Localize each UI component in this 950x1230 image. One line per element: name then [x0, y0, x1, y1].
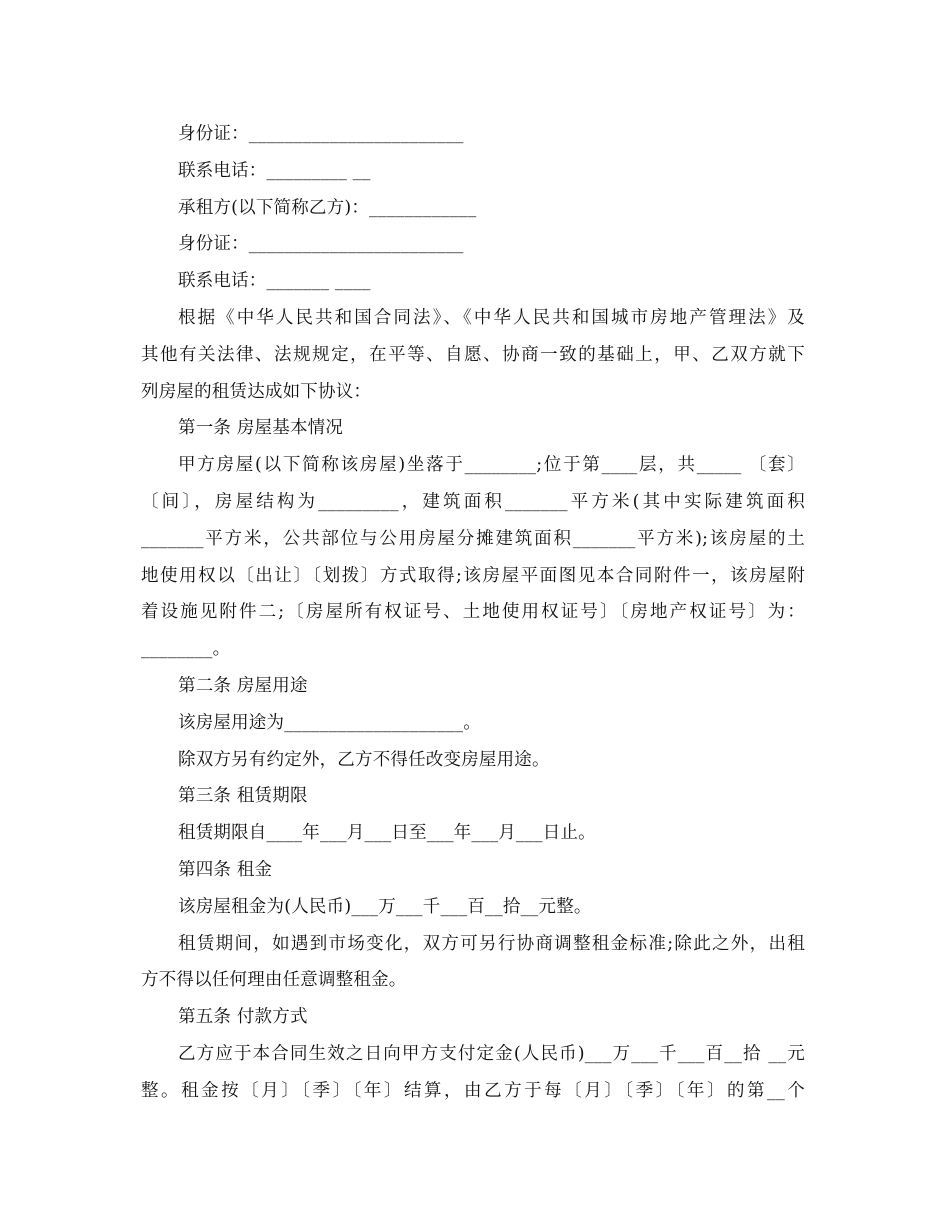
document-line: 〔间〕，房屋结构为_________，建筑面积_______平方米(其中实际建筑面积: [141, 491, 805, 512]
document-line: 租赁期间，如遇到市场变化，双方可另行协商调整租金标准;除此之外，出租: [178, 933, 805, 954]
document-line: 乙方应于本合同生效之日向甲方支付定金(人民币)___万___千___百__拾 __元: [178, 1043, 805, 1064]
document-line: 着设施见附件二;〔房屋所有权证号、土地使用权证号〕〔房地产权证号〕为：: [141, 602, 805, 623]
document-line: 第一条 房屋基本情况: [178, 418, 344, 439]
document-body: [141, 116, 805, 1110]
document-line: 除双方另有约定外，乙方不得任改变房屋用途。: [178, 749, 550, 770]
document-line: 承租方(以下简称乙方)：____________: [178, 197, 477, 218]
document-line: 身份证：________________________: [178, 124, 464, 144]
document-line: 方不得以任何理由任意调整租金。: [141, 970, 407, 991]
document-line: 列房屋的租赁达成如下协议：: [141, 381, 372, 402]
document-line: 该房屋租金为(人民币)___万___千___百__拾__元整。: [178, 896, 592, 917]
document-line: ________。: [141, 639, 231, 660]
document-line: 联系电话：_______ ____: [178, 271, 371, 292]
document-line: 租赁期限自____年___月___日至___年___月___日止。: [178, 823, 596, 844]
document-line: 整。租金按〔月〕〔季〕〔年〕结算，由乙方于每〔月〕〔季〕〔年〕的第__个: [141, 1080, 805, 1101]
document-line: _______平方米，公共部位与公用房屋分摊建筑面积_______平方米);该房屋的土: [141, 528, 805, 549]
document-line: 地使用权以〔出让〕〔划拨〕方式取得;该房屋平面图见本合同附件一，该房屋附: [141, 565, 805, 586]
document-line: 身份证：________________________: [178, 234, 464, 255]
document-line: 第五条 付款方式: [178, 1007, 308, 1028]
document-line: 第二条 房屋用途: [178, 675, 308, 696]
document-line: 该房屋用途为____________________。: [178, 712, 481, 733]
document-line: 甲方房屋(以下简称该房屋)坐落于________;位于第____层，共_____ 〔套〕: [178, 455, 805, 476]
document-line: 联系电话：_________ __: [178, 160, 371, 181]
document-line: 其他有关法律、法规规定，在平等、自愿、协商一致的基础上，甲、乙双方就下: [141, 344, 805, 365]
document-line: 第四条 租金: [178, 859, 273, 880]
document-line: 第三条 租赁期限: [178, 786, 308, 807]
document-line: 根据《中华人民共和国合同法》、《中华人民共和国城市房地产管理法》及: [178, 307, 805, 328]
